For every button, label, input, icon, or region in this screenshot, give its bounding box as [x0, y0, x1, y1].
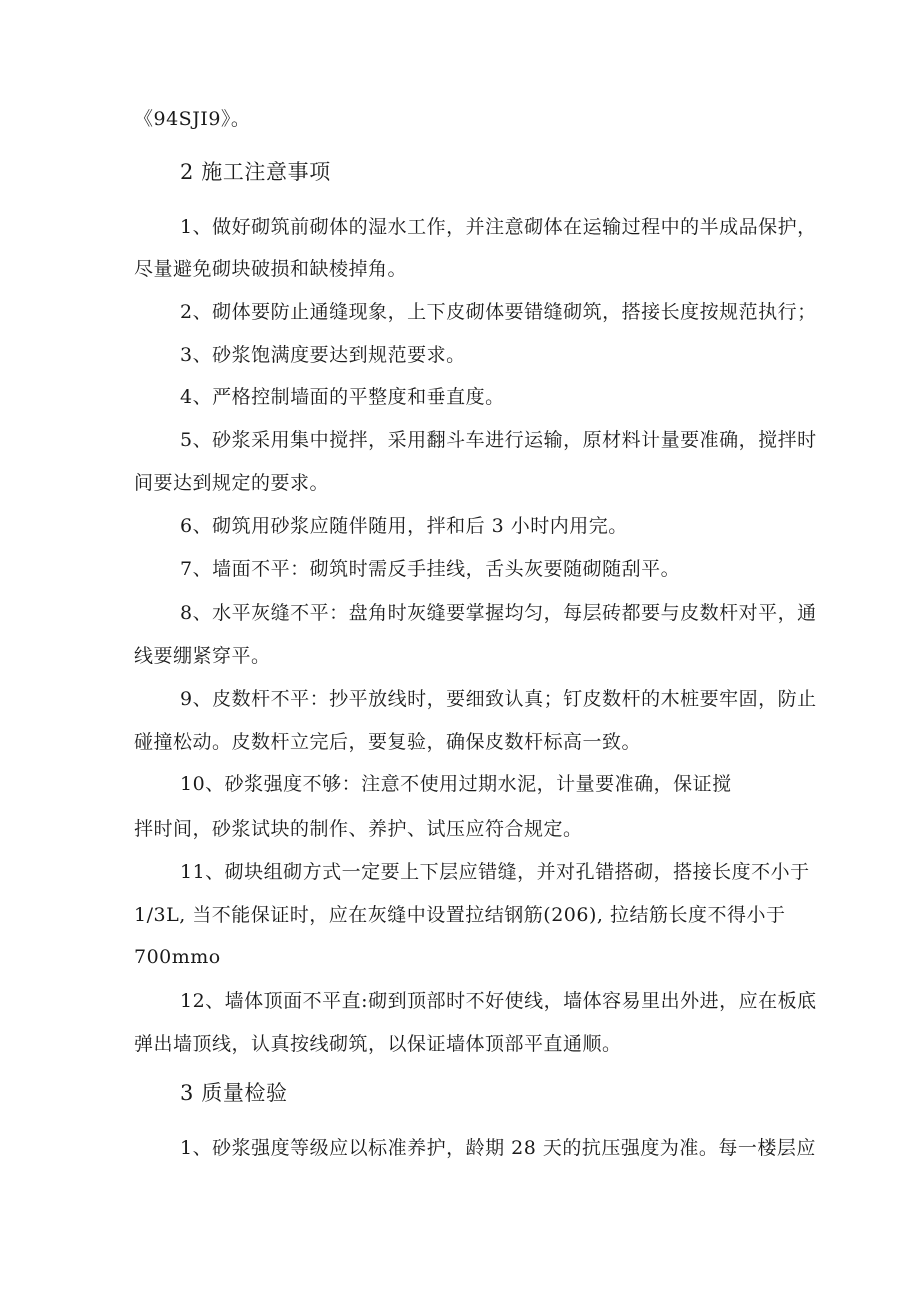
section-heading-quality-inspection: 3 质量检验	[180, 1081, 288, 1105]
text-line: 1、做好砌筑前砌体的湿水工作，并注意砌体在运输过程中的半成品保护，	[180, 216, 817, 238]
text-line: 弹出墙顶线，认真按线砌筑，以保证墙体顶部平直通顺。	[134, 1033, 622, 1055]
text-line: 间要达到规定的要求。	[134, 472, 330, 494]
text-line: 5、砂浆采用集中搅拌，采用翻斗车进行运输，原材料计量要准确，搅拌时	[180, 429, 817, 451]
text-line: 6、砌筑用砂浆应随伴随用，拌和后 3 小时内用完。	[180, 515, 628, 537]
text-line: 12、墙体顶面不平直:砌到顶部时不好使线，墙体容易里出外进，应在板底	[180, 990, 817, 1012]
text-line: 4、严格控制墙面的平整度和垂直度。	[180, 386, 505, 408]
text-line: 700mmo	[134, 946, 221, 968]
text-line: 8、水平灰缝不平：盘角时灰缝要掌握均匀，每层砖都要与皮数杆对平，通	[180, 602, 817, 624]
text-line: 11、砌块组砌方式一定要上下层应错缝，并对孔错搭砌，搭接长度不小于	[180, 861, 810, 883]
text-line: 碰撞松动。皮数杆立完后，要复验，确保皮数杆标高一致。	[134, 731, 642, 753]
section-heading-construction-notes: 2 施工注意事项	[180, 160, 331, 184]
text-line-reference: 《94SJI9》。	[134, 108, 251, 130]
text-line: 尽量避免砌块破损和缺棱掉角。	[134, 258, 408, 280]
text-line: 1、砂浆强度等级应以标准养护，龄期 28 天的抗压强度为准。每一楼层应	[180, 1137, 816, 1159]
text-line: 1/3L, 当不能保证时，应在灰缝中设置拉结钢筋(206), 拉结筋长度不得小于	[134, 904, 786, 926]
text-line: 2、砌体要防止通缝现象，上下皮砌体要错缝砌筑，搭接长度按规范执行；	[180, 301, 817, 323]
text-line: 3、砂浆饱满度要达到规范要求。	[180, 344, 466, 366]
text-line: 9、皮数杆不平：抄平放线时，要细致认真；钉皮数杆的木桩要牢固，防止	[180, 688, 817, 710]
text-line: 7、墙面不平：砌筑时需反手挂线，舌头灰要随砌随刮平。	[180, 558, 681, 580]
text-line: 10、砂浆强度不够：注意不使用过期水泥，计量要准确，保证搅	[180, 773, 732, 795]
text-line: 线要绷紧穿平。	[134, 645, 271, 667]
text-line: 拌时间，砂浆试块的制作、养护、试压应符合规定。	[134, 818, 583, 840]
